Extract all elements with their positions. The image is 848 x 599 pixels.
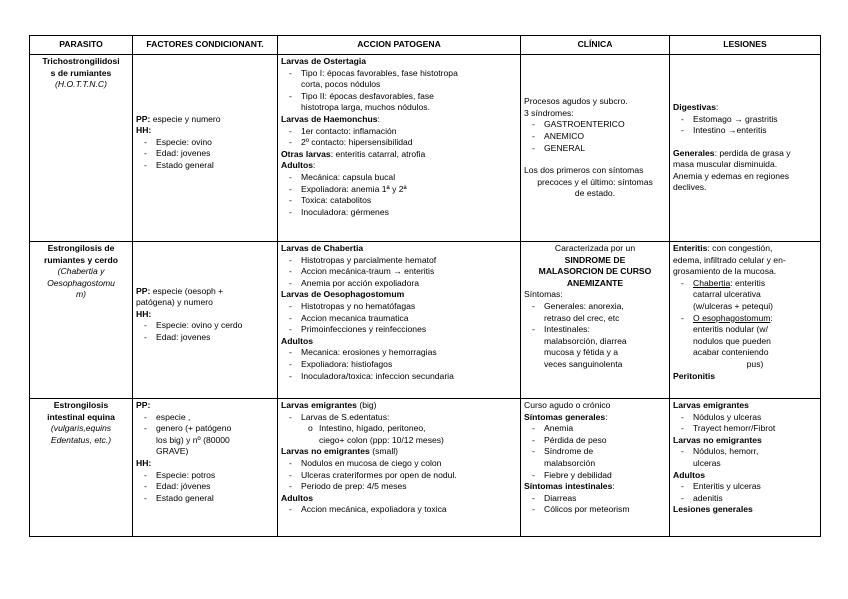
list-item: - Chabertia: enteritis	[673, 278, 817, 290]
list-item-cont: veces sanguinolenta	[544, 358, 623, 369]
parasito-cell	[30, 55, 133, 242]
table-row	[30, 242, 821, 399]
section-heading: Larvas no emigrantes	[673, 434, 762, 445]
header-row	[30, 36, 821, 55]
lesiones-text: Anemia y edemas en regiones	[673, 170, 790, 181]
list-item: - Diarreas	[524, 493, 666, 505]
list-item: - GASTROENTERICO	[524, 119, 666, 131]
list-item-cont: catarral ulcerativa	[693, 289, 761, 300]
clinica-cell	[521, 55, 670, 242]
list-item-cont: retraso del crec, etc	[544, 312, 620, 323]
list-item-cont: pus)	[746, 358, 764, 369]
pp-text: especie y numero	[150, 113, 221, 124]
section-heading: Digestivas	[673, 101, 716, 112]
list-item: - Larvas de S.edentatus:	[281, 412, 517, 424]
list-item: - Anemia por acción expoliadora	[281, 278, 517, 290]
list-item: - Accion mecanica traumatica	[281, 313, 517, 325]
list-item: - genero (+ patógeno	[136, 423, 274, 435]
parasito-name: rumiantes y cerdo	[43, 254, 119, 265]
list-item: - Edad: jovenes	[136, 332, 274, 344]
list-item: - Especie: potros	[136, 470, 274, 482]
list-item: - Nodulos en mucosa de ciego y colon	[281, 458, 517, 470]
hh-label: HH:	[136, 125, 152, 136]
list-item: - adenitis	[673, 493, 817, 505]
factores-cell	[133, 399, 278, 537]
section-heading: Larvas de Oesophagostomum	[281, 289, 405, 300]
list-item-cont: mucosa y fétida y a	[544, 347, 619, 358]
list-item: - Expoliadora: histiofagos	[281, 359, 517, 371]
list-item: - Intestinales:	[524, 324, 666, 336]
clinica-cell	[521, 242, 670, 399]
section-heading: Otras larvas	[281, 148, 331, 159]
section-heading: Adultos	[281, 160, 313, 171]
parasito-name: Trichostrongilidosi	[42, 56, 120, 66]
list-item: - Especie: ovino y cerdo	[136, 320, 274, 332]
parasito-name: intestinal equina	[47, 411, 115, 422]
section-heading: Adultos	[281, 492, 313, 503]
parasito-cell	[30, 399, 133, 537]
clinica-text: Síntomas:	[524, 289, 563, 300]
clinica-text: 3 síndromes:	[524, 107, 574, 118]
list-item: - Inoculadora/toxica: infeccion secundaria	[281, 371, 517, 383]
clinica-cell: Curso agudo o crónico Síntomas generales: - Anemia - Pérdida de peso - Síndrome de malabsorción - Fiebre y debilidad Síntomas intestinales: - Diarreas - Cólicos por meteorism	[521, 399, 670, 537]
list-item: - Intestino →enteritis	[673, 125, 817, 137]
list-item-cont: (w/ulceras + petequi)	[693, 300, 774, 311]
list-item-cont: malabsorción	[544, 457, 596, 468]
section-heading: Larvas emigrantes	[281, 400, 357, 410]
parasito-species: (Chabertia y	[57, 266, 105, 277]
parasito-species: Oesophagostomu	[47, 277, 115, 288]
clinica-text: Los dos primeros con síntomas	[524, 165, 644, 176]
list-item: - Estomago → grastritis	[673, 114, 817, 126]
list-item-cont: los big) y nº (80000	[156, 434, 230, 445]
list-item: - Estado general	[136, 160, 274, 172]
list-item: - Mecanica: erosiones y hemorragias	[281, 347, 517, 359]
syndrome-title: SINDROME DE	[564, 254, 626, 265]
list-item: - Accion mecánica, expoliadora y toxica	[281, 504, 517, 516]
list-item: - Toxica: catabolitos	[281, 195, 517, 207]
factores-cell	[133, 55, 278, 242]
lesiones-cell: Enteritis: con congestión, edema, infiltrado celular y en- grosamiento de la mucosa. - Chabertia: enteritis catarral ulcerativa (w/ulceras + petequi) - O esophagostomum: enteritis nodular (w/ nodulos que pueden acabar conteniendo pus) Peritonitis	[670, 242, 821, 399]
list-item: - Nódulos, hemorr,	[673, 446, 817, 458]
list-item-cont: histotropa larga, muchos nódulos.	[301, 102, 430, 113]
list-item: - Trayect hemorr/Fibrot	[673, 423, 817, 435]
list-item: - Tipo I: épocas favorables, fase histotropa	[281, 68, 517, 80]
list-item: - Anemia	[524, 423, 666, 435]
lesiones-cell	[670, 399, 821, 537]
section-heading: Síntomas intestinales	[524, 481, 613, 492]
list-item-cont: nodulos que pueden	[693, 335, 771, 346]
hh-label: HH:	[136, 457, 152, 468]
list-item: - Generales: anorexia,	[524, 301, 666, 313]
list-item-cont: ulceras	[693, 457, 721, 468]
list-item: - Enteritis y ulceras	[673, 481, 817, 493]
list-item: - Síndrome de	[524, 446, 666, 458]
parasito-species: Edentatus, etc.)	[50, 434, 112, 445]
header-lesiones: LESIONES	[670, 36, 821, 55]
lesiones-text: grosamiento de la mucosa.	[673, 266, 777, 277]
list-item: - Histotropas y parcialmente hematof	[281, 255, 517, 267]
parasito-name: Estrongilosis de	[47, 243, 115, 253]
table-row	[30, 55, 821, 242]
section-heading: Larvas de Haemonchus	[281, 113, 378, 124]
clinica-text: Procesos agudos y subcro.	[524, 96, 628, 107]
sub-list-item: o Intestino, hígado, peritoneo,	[281, 423, 517, 435]
section-heading: Generales	[673, 147, 715, 158]
section-heading: Síntomas generales	[524, 411, 606, 422]
section-heading: Larvas de Ostertagia	[281, 56, 367, 66]
lesiones-text: masa muscular disminuida.	[673, 159, 778, 170]
header-factores: FACTORES CONDICIONANT.	[133, 36, 278, 55]
list-item: - Estado general	[136, 493, 274, 505]
syndrome-title: MALASORCION DE CURSO	[538, 266, 652, 277]
list-item: - Tipo II: épocas desfavorables, fase	[281, 91, 517, 103]
pp-label: PP:	[136, 285, 151, 296]
list-item: - ANEMICO	[524, 131, 666, 143]
accion-cell	[278, 242, 521, 399]
list-item: - 1er contacto: inflamación	[281, 126, 517, 138]
clinica-text: de estado.	[574, 188, 616, 199]
list-item-cont: corta, pocos nódulos	[301, 79, 381, 90]
list-item: - Primoinfecciones y reinfecciones	[281, 324, 517, 336]
list-item-cont: malabsorción, diarrea	[544, 335, 627, 346]
section-heading: Adultos	[281, 335, 313, 346]
list-item: - Accion mecánica-traum → enteritis	[281, 266, 517, 278]
header-parasito: PARASITO	[30, 36, 133, 55]
pp-label: PP:	[136, 113, 151, 124]
accion-cell: Larvas emigrantes (big) - Larvas de S.edentatus: o Intestino, hígado, peritoneo, ciego+ colon (ppp: 10/12 meses) Larvas no emigrantes (small) - Nodulos en mucosa de ciego y colon - Ulceras crateriformes por open de nodul. - Periodo de prep: 4/5 meses Adultos - Accion mecánica, expoliadora y toxica	[278, 399, 521, 537]
accion-cell: Larvas de Ostertagia - Tipo I: épocas favorables, fase histotropa corta, pocos nódulos - Tipo II: épocas desfavorables, fase histotropa larga, muchos nódulos. Larvas de Haemonchus: - 1er contacto: inflamación - 2º contacto: hipersensibilidad Otras larvas: enteritis catarral, atrofia Adultos: - Mecánica: capsula bucal - Expoliadora: anemia 1ª y 2ª - Toxica: catabolitos - Inoculadora: gérmenes	[278, 55, 521, 242]
list-item: - Inoculadora: gérmenes	[281, 207, 517, 219]
pp-label: PP:	[136, 400, 151, 410]
sub-list-item-cont: ciego+ colon (ppp: 10/12 meses)	[319, 434, 444, 445]
section-heading: Larvas emigrantes	[673, 400, 749, 410]
section-heading: Enteritis	[673, 243, 708, 253]
clinica-text: Caracterizada por un	[554, 243, 636, 253]
parasito-name: s de rumiantes	[50, 67, 112, 78]
clinica-text: Curso agudo o crónico	[524, 400, 611, 410]
section-heading: Lesiones generales	[673, 504, 753, 515]
parasito-name: Estrongilosis	[53, 400, 109, 410]
list-item: - Ulceras crateriformes por open de nodul.	[281, 470, 517, 482]
clinica-text: precoces y el último: síntomas	[537, 176, 653, 187]
parasito-species: (H.O.T.T.N.C)	[55, 79, 107, 90]
list-item: - Cólicos por meteorism	[524, 504, 666, 516]
lesiones-cell: Digestivas: - Estomago → grastritis - Intestino →enteritis Generales: perdida de grasa y masa muscular disminuida. Anemia y edemas en regiones declives.	[670, 55, 821, 242]
hh-label: HH:	[136, 308, 152, 319]
factores-cell: PP: especie (oesoph + patógena) y numero HH: - Especie: ovino y cerdo - Edad: jovenes	[133, 242, 278, 399]
list-item: - Edad: jovenes	[136, 148, 274, 160]
parasito-cell	[30, 242, 133, 399]
list-item: - Expoliadora: anemia 1ª y 2ª	[281, 184, 517, 196]
list-item: - 2º contacto: hipersensibilidad	[281, 137, 517, 149]
list-item: - Periodo de prep: 4/5 meses	[281, 481, 517, 493]
list-item: - O esophagostomum:	[673, 313, 817, 325]
list-item: - GENERAL	[524, 143, 666, 155]
list-item: - Especie: ovino	[136, 137, 274, 149]
list-item: - Fiebre y debilidad	[524, 470, 666, 482]
header-clinica: CLÍNICA	[521, 36, 670, 55]
section-heading: Adultos	[673, 469, 705, 480]
parasite-table	[29, 35, 821, 537]
section-heading: Larvas no emigrantes	[281, 446, 370, 457]
lesiones-text: declives.	[673, 182, 707, 193]
lesiones-text: edema, infiltrado celular y en-	[673, 254, 786, 265]
table-row	[30, 399, 821, 537]
list-item: - Pérdida de peso	[524, 435, 666, 447]
parasito-species: m)	[75, 289, 87, 300]
pp-text: patógena) y numero	[136, 297, 213, 308]
list-item: - Mecánica: capsula bucal	[281, 172, 517, 184]
list-item: - Histotropas y no hematófagas	[281, 301, 517, 313]
list-item: - Nódulos y ulceras	[673, 412, 817, 424]
list-item-cont: acabar conteniendo	[693, 347, 769, 358]
syndrome-title: ANEMIZANTE	[566, 277, 624, 288]
list-item-cont: enteritis nodular (w/	[693, 324, 768, 335]
list-item: - especie ,	[136, 412, 274, 424]
section-heading: Peritonitis	[673, 370, 716, 381]
parasito-species: (vulgaris,equins	[50, 423, 112, 434]
header-accion: ACCION PATOGENA	[278, 36, 521, 55]
list-item-cont: GRAVE)	[156, 446, 189, 457]
list-item: - Edad: jóvenes	[136, 481, 274, 493]
section-heading: Larvas de Chabertia	[281, 243, 364, 253]
